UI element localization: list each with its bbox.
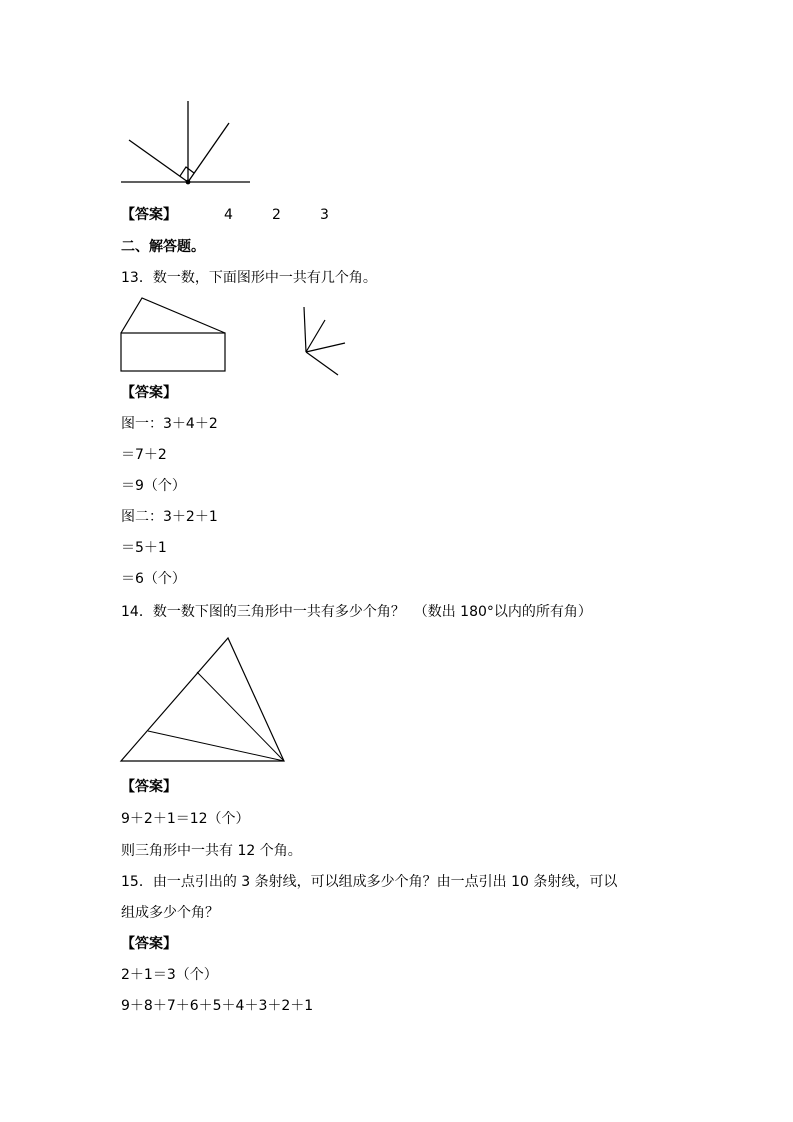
q12-ray-right [188, 123, 229, 182]
q13-answer-label: 【答案】 [121, 385, 177, 401]
q13-answer-line-4: 图二：3＋2＋1 [121, 509, 218, 525]
q13-answer-line-5: ＝5＋1 [121, 540, 167, 556]
q13-figure-2 [298, 302, 353, 380]
q12-angle-figure [115, 95, 260, 190]
q13-answer-line-3: ＝9（个） [121, 478, 186, 494]
q13-figure-1 [115, 292, 235, 377]
q14-answer-line-2: 则三角形中一共有 12 个角。 [121, 843, 302, 859]
q13-ray-2 [306, 320, 325, 352]
section-title: 二、解答题。 [121, 239, 205, 255]
q13-answer-line-2: ＝7＋2 [121, 447, 167, 463]
q13-question: 13．数一数，下面图形中一共有几个角。 [121, 270, 377, 286]
q13-answer-line-6: ＝6（个） [121, 571, 186, 587]
q13-rectangle [121, 333, 225, 371]
q15-question-line-2: 组成多少个角？ [121, 905, 219, 921]
q14-segment-2 [148, 731, 284, 761]
q12-answer-3: 3 [320, 207, 329, 223]
q12-answer-1: 4 [224, 207, 233, 223]
q13-answer-line-1: 图一：3＋4＋2 [121, 416, 218, 432]
q12-answer-label: 【答案】 [121, 207, 177, 223]
q14-triangle-figure [115, 632, 290, 767]
q14-answer-line-1: 9＋2＋1＝12（个） [121, 811, 250, 827]
q14-question: 14．数一数下图的三角形中一共有多少个角？ （数出 180°以内的所有角） [121, 604, 592, 620]
q14-answer-label: 【答案】 [121, 779, 177, 795]
q13-ray-1 [304, 307, 306, 352]
q13-ray-3 [306, 343, 345, 352]
q15-answer-line-1: 2＋1＝3（个） [121, 967, 218, 983]
q14-segment-1 [197, 672, 284, 761]
q12-ray-left [129, 140, 188, 182]
q12-answer-2: 2 [272, 207, 281, 223]
q13-top-triangle [121, 298, 225, 333]
q12-right-angle-mark [180, 167, 194, 176]
q15-answer-label: 【答案】 [121, 936, 177, 952]
q15-question-line-1: 15．由一点引出的 3 条射线，可以组成多少个角？由一点引出 10 条射线，可以 [121, 874, 618, 890]
q13-ray-4 [306, 352, 338, 375]
q15-answer-line-2: 9＋8＋7＋6＋5＋4＋3＋2＋1 [121, 998, 314, 1014]
q12-vertex-dot [186, 180, 191, 185]
